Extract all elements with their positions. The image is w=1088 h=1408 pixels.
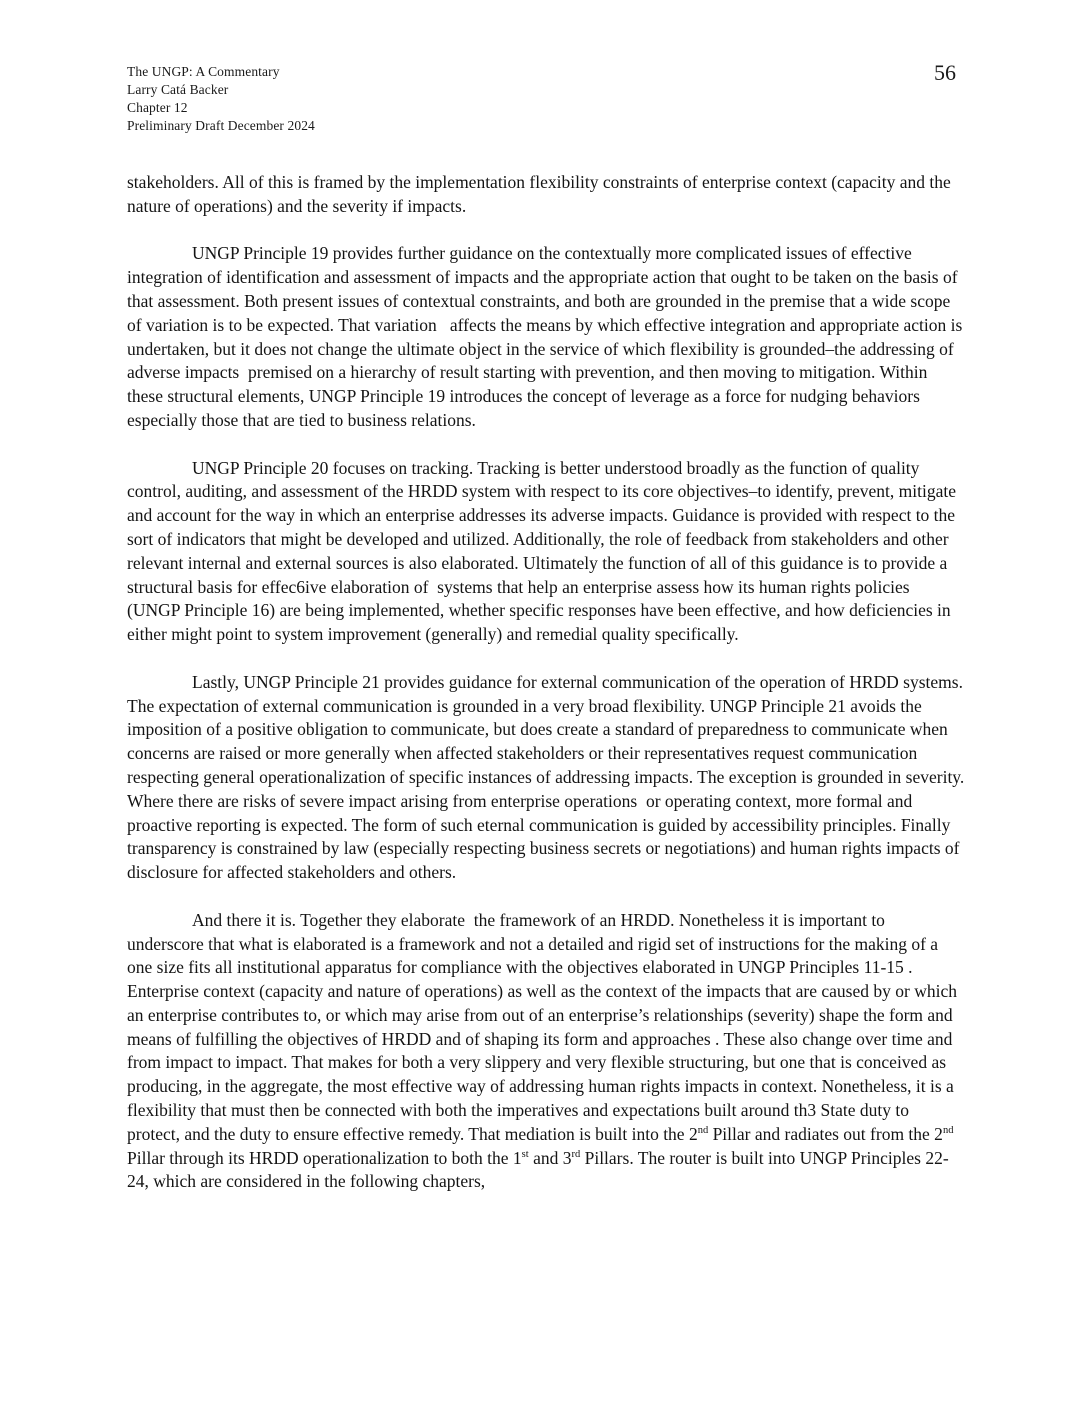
paragraph-5-text-4: and 3 [528,1147,572,1168]
paragraph-5-text-5: Pillars. The router is built into UNGP Principles 22-24, which are considered in the following chapters, [127,1147,949,1192]
ordinal-superscript-st: st [521,1148,529,1160]
paragraph-5-text-2: Pillar and radiates out from the 2 [708,1123,943,1144]
paragraph-2: UNGP Principle 19 provides further guidance on the contextually more complicated issues of effective integration of identification and assessment of impacts and the appropriate action that ought to be taken on the basis of that assessment. Both present issues of contextual constraints, and both are grounded in the premise that a wide scope of variation is to be expected. That variation affects the means by which effective integration and appropriate action is undertaken, but it does not change the ultimate object in the service of which flexibility is grounded–the addressing of adverse impacts premised on a hierarchy of result starting with prevention, and then moving to mitigation. Within these structural elements, UNGP Principle 19 introduces the concept of leverage as a force for nudging behaviors especially those that are tied to business relations. [127,243,967,430]
header-draft-note: Preliminary Draft December 2024 [127,118,315,133]
header-author: Larry Catá Backer [127,82,229,97]
page-number: 56 [934,60,956,85]
paragraph-5-text-3: Pillar through its HRDD operationalization to both the 1 [127,1123,958,1168]
paragraph-3: UNGP Principle 20 focuses on tracking. Tracking is better understood broadly as the function of quality control, auditing, and assessment of the HRDD system with respect to its core objectives–to identify, prevent, mitigate and account for the way in which an enterprise addresses its adverse impacts. Guidance is provided with respect to the sort of indicators that might be developed and utilized. Additionally, the role of feedback from stakeholders and other relevant internal and external sources is also elaborated. Ultimately the function of all of this guidance is to provide a structural basis for effec6ive elaboration of systems that help an enterprise assess how its human rights policies (UNGP Principle 16) are being implemented, whether specific responses have been effective, and how deficiencies in either might point to system improvement (generally) and remedial quality specifically. [127,457,961,645]
ordinal-superscript-nd-1: nd [697,1125,709,1137]
running-header [127,63,315,135]
ordinal-superscript-rd: rd [571,1148,581,1160]
document-body [127,171,969,1218]
paragraph-4: Lastly, UNGP Principle 21 provides guidance for external communication of the operation of HRDD systems. The expectation of external communication is grounded in a very broad flexibility. UNGP Principle 21 avoids the imposition of a positive obligation to communicate, but does create a standard of preparedness to communicate when concerns are raised or more generally when affected stakeholders or their representatives request communication respecting general operationalization of specific instances of addressing impacts. The exception is grounded in severity. Where there are risks of severe impact arising from enterprise operations or operating context, more formal and proactive reporting is expected. The form of such eternal communication is guided by accessibility principles. Finally transparency is constrained by law (especially respecting business secrets or negotiations) and human rights impacts of disclosure for affected stakeholders and others. [127,671,969,883]
header-title: The UNGP: A Commentary [127,64,280,79]
paragraph-1: stakeholders. All of this is framed by the implementation flexibility constraints of enterprise context (capacity and the nature of operations) and the severity if impacts. [127,172,956,216]
header-chapter: Chapter 12 [127,100,188,115]
ordinal-superscript-nd-2: nd [942,1125,954,1137]
paragraph-5-text-1: And there it is. Together they elaborate the framework of an HRDD. Nonetheless it is important to underscore that what is elaborated is a framework and not a detailed and rigid set of instructions for the making of a one size fits all institutional apparatus for compliance with the objectives elaborated in UNGP Principles 11-15 . Enterprise context (capacity and nature of operations) as well as the context of the impacts that are caused by or which an enterprise contributes to, or which may arise from out of an enterprise’s relationships (severity) shape the form and means of fulfilling the objectives of HRDD and of shaping its form and approaches . These also change over time and from impact to impact. That makes for both a very slippery and very flexible structuring, but one that is conceived as producing, in the aggregate, the most effective way of addressing human rights impacts in context. Nonetheless, it is a flexibility that must then be connected with both the imperatives and expectations built around th3 State duty to protect, and the duty to ensure effective remedy. That mediation is built into the 2 [127,909,962,1144]
paragraph-5 [127,909,965,1195]
